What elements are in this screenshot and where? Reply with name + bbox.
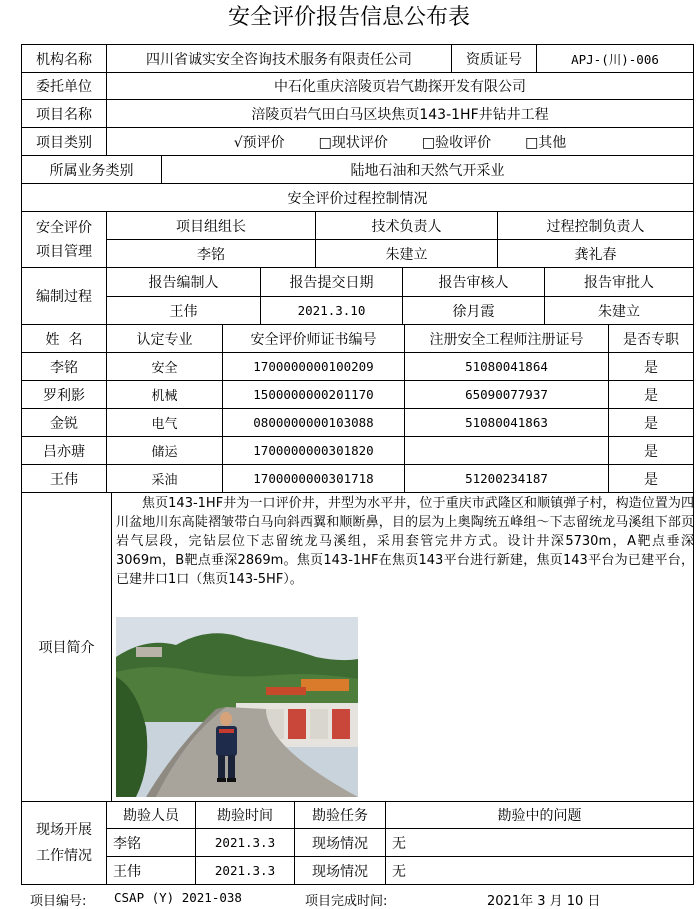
staff-reg: 51200234187 <box>404 464 609 493</box>
client-value: 中石化重庆涪陵页岩气勘探开发有限公司 <box>106 72 694 100</box>
project-code-label: 项目编号: <box>30 894 87 909</box>
staff-name: 吕亦瑭 <box>21 436 107 465</box>
compile-label: 编制过程 <box>21 267 107 325</box>
site-issue: 无 <box>385 856 694 885</box>
staff-header-name: 姓 名 <box>21 324 107 353</box>
category-option-current: □现状评价 <box>318 134 388 151</box>
intro-label: 项目简介 <box>21 492 112 802</box>
site-issue: 无 <box>385 828 694 857</box>
site-label-line1: 现场开展 <box>36 822 92 838</box>
site-time: 2021.3.3 <box>195 856 295 885</box>
staff-reg: 65090077937 <box>404 380 609 409</box>
site-staff: 王伟 <box>106 856 196 885</box>
staff-cert: 1500000000201170 <box>222 380 405 409</box>
staff-header-major: 认定专业 <box>106 324 223 353</box>
qualification-label: 资质证号 <box>451 44 537 73</box>
category-label: 项目类别 <box>21 127 107 156</box>
management-label-line1: 安全评价 <box>36 219 92 236</box>
staff-name: 王伟 <box>21 464 107 493</box>
site-header-issue: 勘验中的问题 <box>385 801 694 829</box>
intro-text: 焦页143-1HF井为一口评价井，井型为水平井，位于重庆市武隆区和顺镇弹子村，构造位置为四川盆地川东高陡褶皱带白马向斜西翼和顺断鼻，目的层为上奥陶统五峰组～下志留统龙马溪组下部页岩气层段，完钻层位下志留统龙马溪组，采用套管完井方式。设计井深5730m，A靶点垂深3069m，B靶点垂深2869m。焦页143-1HF在焦页143平台进行新建，焦页143平台为已建平台，已建井口1口（焦页143-5HF）。 <box>116 496 694 587</box>
staff-reg: 51080041863 <box>404 408 609 437</box>
page-title: 安全评价报告信息公布表 <box>227 5 470 30</box>
staff-header-cert: 安全评价师证书编号 <box>222 324 405 353</box>
management-value-leader: 李铭 <box>106 239 316 268</box>
staff-fulltime: 是 <box>608 436 694 465</box>
qualification-value: APJ-(川)-006 <box>536 44 694 73</box>
site-label <box>21 801 107 885</box>
staff-name: 金锐 <box>21 408 107 437</box>
management-header-leader: 项目组组长 <box>106 211 316 240</box>
client-label: 委托单位 <box>21 72 107 100</box>
site-header-staff: 勘验人员 <box>106 801 196 829</box>
project-code-value: CSAP (Y) 2021-038 <box>114 890 242 905</box>
staff-cert: 0800000000103088 <box>222 408 405 437</box>
compile-header-date: 报告提交日期 <box>260 267 403 297</box>
category-option-other: □其他 <box>525 134 567 151</box>
management-label-line2: 项目管理 <box>36 243 92 260</box>
site-staff: 李铭 <box>106 828 196 857</box>
site-task: 现场情况 <box>294 856 386 885</box>
compile-header-reviewer: 报告审核人 <box>402 267 545 297</box>
management-value-process: 龚礼春 <box>497 239 694 268</box>
category-option-acceptance: □验收评价 <box>421 134 492 151</box>
business-label: 所属业务类别 <box>21 155 162 184</box>
staff-cert: 1700000000301718 <box>222 464 405 493</box>
management-header-tech: 技术负责人 <box>315 211 498 240</box>
completion-date-label: 项目完成时间: <box>305 894 388 909</box>
site-header-task: 勘验任务 <box>294 801 386 829</box>
staff-header-reg: 注册安全工程师注册证号 <box>404 324 609 353</box>
staff-fulltime: 是 <box>608 408 694 437</box>
management-label <box>21 211 107 268</box>
staff-cert: 1700000000100209 <box>222 352 405 381</box>
org-value: 四川省诚实安全咨询技术服务有限责任公司 <box>106 44 452 73</box>
category-option-pre: √预评价 <box>233 134 285 151</box>
compile-value-author: 王伟 <box>106 296 261 325</box>
compile-value-approver: 朱建立 <box>544 296 694 325</box>
staff-fulltime: 是 <box>608 380 694 409</box>
staff-major: 机械 <box>106 380 223 409</box>
staff-reg: 51080041864 <box>404 352 609 381</box>
business-value: 陆地石油和天然气开采业 <box>161 155 694 184</box>
staff-major: 储运 <box>106 436 223 465</box>
management-value-tech: 朱建立 <box>315 239 498 268</box>
staff-cert: 1700000000301820 <box>222 436 405 465</box>
site-photo <box>116 617 358 797</box>
staff-name: 李铭 <box>21 352 107 381</box>
compile-value-reviewer: 徐月霞 <box>402 296 545 325</box>
staff-fulltime: 是 <box>608 464 694 493</box>
compile-header-approver: 报告审批人 <box>544 267 694 297</box>
staff-major: 安全 <box>106 352 223 381</box>
staff-name: 罗利影 <box>21 380 107 409</box>
completion-date-value: 2021年 3 月 10 日 <box>487 894 601 909</box>
org-label: 机构名称 <box>21 44 107 73</box>
category-options <box>106 127 694 156</box>
site-time: 2021.3.3 <box>195 828 295 857</box>
staff-header-fulltime: 是否专职 <box>608 324 694 353</box>
site-label-line2: 工作情况 <box>36 848 92 864</box>
staff-major: 采油 <box>106 464 223 493</box>
site-task: 现场情况 <box>294 828 386 857</box>
staff-reg <box>404 436 609 465</box>
staff-major: 电气 <box>106 408 223 437</box>
project-value: 涪陵页岩气田白马区块焦页143-1HF井钻井工程 <box>106 99 694 128</box>
site-header-time: 勘验时间 <box>195 801 295 829</box>
compile-header-author: 报告编制人 <box>106 267 261 297</box>
management-header-process: 过程控制负责人 <box>497 211 694 240</box>
compile-value-date: 2021.3.10 <box>260 296 403 325</box>
process-header: 安全评价过程控制情况 <box>21 183 694 212</box>
project-label: 项目名称 <box>21 99 107 128</box>
staff-fulltime: 是 <box>608 352 694 381</box>
